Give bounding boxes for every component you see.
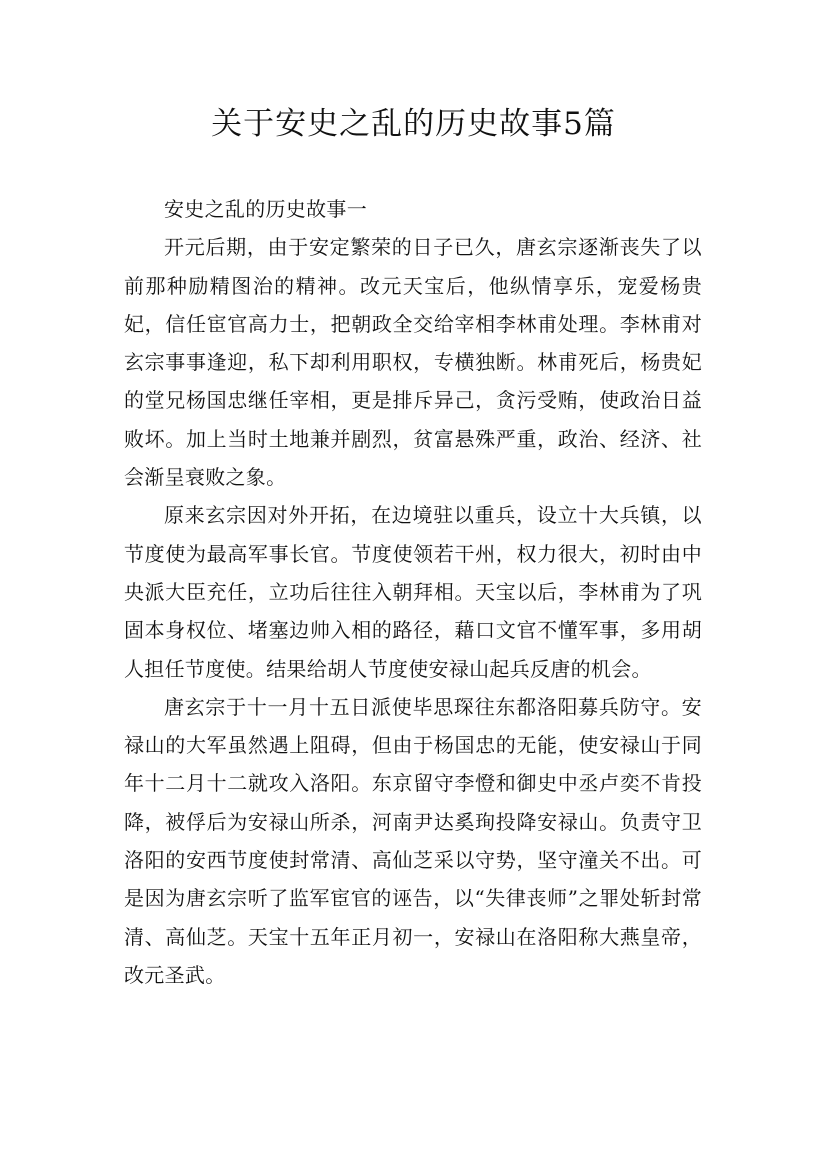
paragraph-3: 唐玄宗于十一月十五日派使毕思琛往东都洛阳募兵防守。安禄山的大军虽然遇上阻碍，但由于杨国忠的无能，使安禄山于同年十二月十二就攻入洛阳。东京留守李憕和御史中丞卢奕不肯投降，被俘后为安禄山所杀，河南尹达奚珣投降安禄山。负责守卫洛阳的安西节度使封常清、高仙芝采以守势，坚守潼关不出。可是因为唐玄宗听了监军宦官的诬告，以“失律丧师”之罪处斩封常清、高仙芝。天宝十五年正月初一，安禄山在洛阳称大燕皇帝，改元圣武。 xyxy=(124,694,702,987)
section-heading: 安史之乱的历史故事一 xyxy=(164,197,367,221)
document-body xyxy=(124,190,702,994)
paragraph-1: 开元后期，由于安定繁荣的日子已久，唐玄宗逐渐丧失了以前那种励精图治的精神。改元天宝后，他纵情享乐，宠爱杨贵妃，信任宦官高力士，把朝政全交给宰相李林甫处理。李林甫对玄宗事事逢迎，私下却利用职权，专横独断。林甫死后，杨贵妃的堂兄杨国忠继任宰相，更是排斥异己，贪污受贿，使政治日益败坏。加上当时土地兼并剧烈，贫富悬殊严重，政治、经济、社会渐呈衰败之象。 xyxy=(124,235,702,490)
paragraph-2: 原来玄宗因对外开拓，在边境驻以重兵，设立十大兵镇，以节度使为最高军事长官。节度使领若干州，权力很大，初时由中央派大臣充任，立功后往往入朝拜相。天宝以后，李林甫为了巩固本身权位、堵塞边帅入相的路径，藉口文官不懂军事，多用胡人担任节度使。结果给胡人节度使安禄山起兵反唐的机会。 xyxy=(124,503,702,681)
document-title: 关于安史之乱的历史故事5篇 xyxy=(211,106,616,142)
